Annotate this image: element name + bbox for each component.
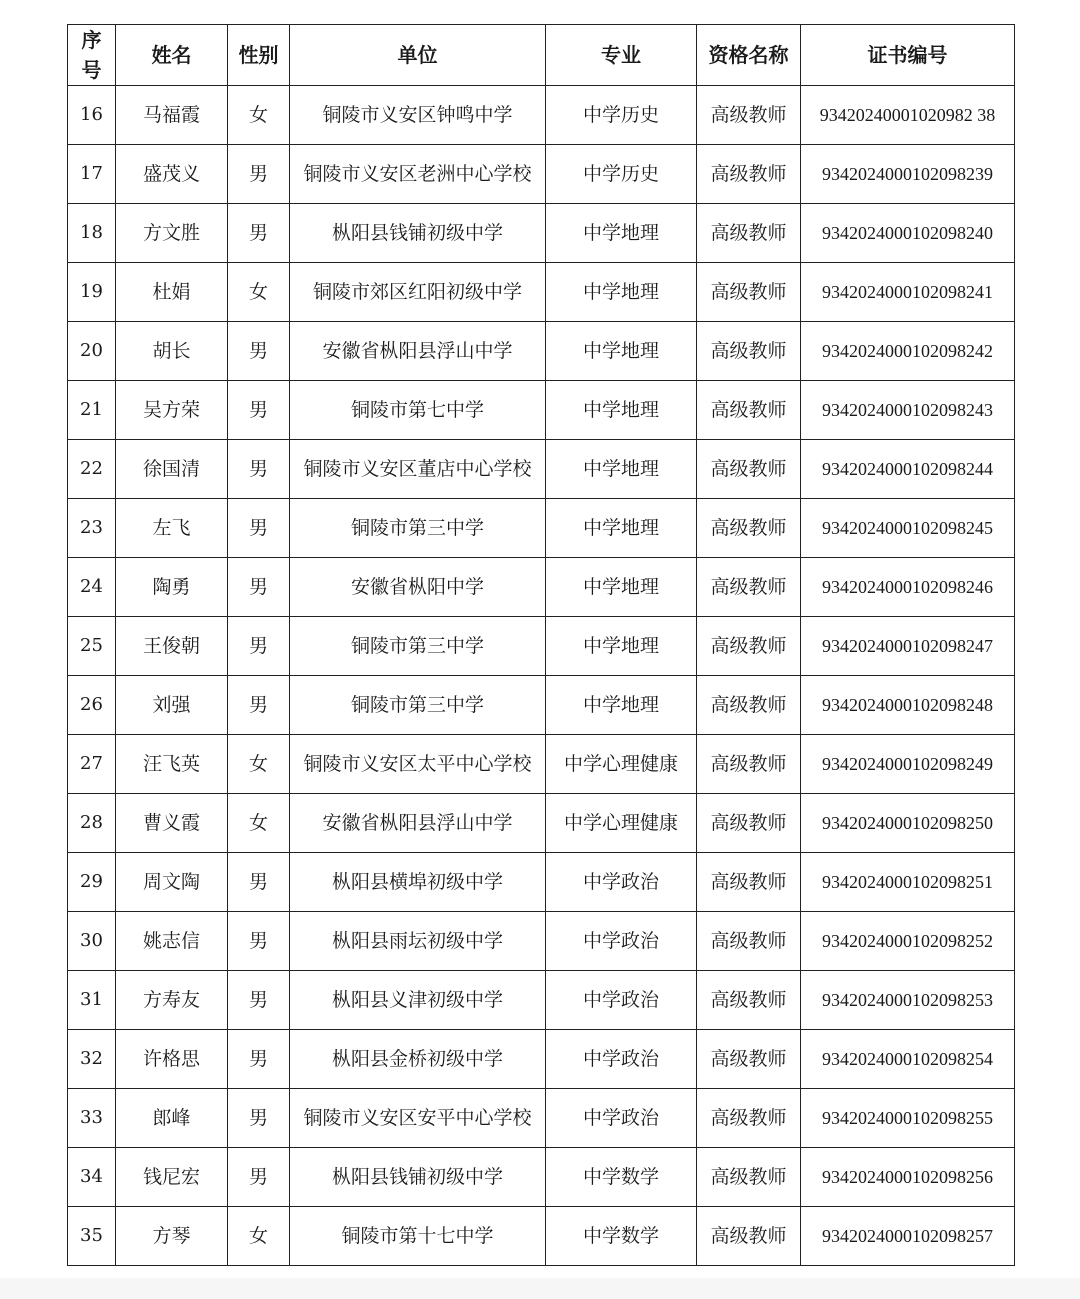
cell-major: 中学心理健康 xyxy=(546,735,697,794)
header-certificate-number: 证书编号 xyxy=(801,25,1015,86)
cell-unit: 铜陵市义安区安平中心学校 xyxy=(290,1089,546,1148)
cell-seq: 23 xyxy=(68,499,116,558)
cell-major: 中学历史 xyxy=(546,86,697,145)
certificate-table xyxy=(67,24,1015,1266)
cell-seq: 34 xyxy=(68,1148,116,1207)
cell-gender: 男 xyxy=(228,499,290,558)
cell-certificate-number: 9342024000102098250 xyxy=(801,794,1015,853)
cell-unit: 铜陵市义安区董店中心学校 xyxy=(290,440,546,499)
cell-seq: 32 xyxy=(68,1030,116,1089)
cell-name: 胡长 xyxy=(116,322,228,381)
table-row xyxy=(68,1089,1015,1148)
cell-unit: 铜陵市第三中学 xyxy=(290,499,546,558)
header-gender: 性别 xyxy=(228,25,290,86)
cell-gender: 男 xyxy=(228,853,290,912)
table-row xyxy=(68,1148,1015,1207)
cell-gender: 男 xyxy=(228,558,290,617)
table-header-row xyxy=(68,25,1015,86)
cell-seq: 18 xyxy=(68,204,116,263)
cell-certificate-number: 9342024000102098254 xyxy=(801,1030,1015,1089)
cell-certificate-number: 9342024000102098252 xyxy=(801,912,1015,971)
cell-gender: 男 xyxy=(228,617,290,676)
cell-gender: 女 xyxy=(228,735,290,794)
cell-name: 杜娟 xyxy=(116,263,228,322)
cell-certificate-number: 9342024000102098244 xyxy=(801,440,1015,499)
table-row xyxy=(68,86,1015,145)
cell-name: 方琴 xyxy=(116,1207,228,1266)
table-row xyxy=(68,912,1015,971)
table-body xyxy=(68,86,1015,1266)
table-row xyxy=(68,735,1015,794)
cell-certificate-number: 9342024000102098241 xyxy=(801,263,1015,322)
cell-qualification: 高级教师 xyxy=(697,322,801,381)
cell-qualification: 高级教师 xyxy=(697,1148,801,1207)
cell-name: 徐国清 xyxy=(116,440,228,499)
cell-seq: 22 xyxy=(68,440,116,499)
header-major: 专业 xyxy=(546,25,697,86)
cell-name: 马福霞 xyxy=(116,86,228,145)
cell-name: 吴方荣 xyxy=(116,381,228,440)
cell-seq: 25 xyxy=(68,617,116,676)
cell-name: 姚志信 xyxy=(116,912,228,971)
cell-seq: 17 xyxy=(68,145,116,204)
cell-gender: 女 xyxy=(228,794,290,853)
cell-major: 中学历史 xyxy=(546,145,697,204)
cell-qualification: 高级教师 xyxy=(697,1089,801,1148)
header-unit: 单位 xyxy=(290,25,546,86)
cell-name: 郎峰 xyxy=(116,1089,228,1148)
cell-unit: 铜陵市第三中学 xyxy=(290,617,546,676)
cell-unit: 铜陵市义安区钟鸣中学 xyxy=(290,86,546,145)
cell-certificate-number: 9342024000102098243 xyxy=(801,381,1015,440)
cell-major: 中学数学 xyxy=(546,1207,697,1266)
cell-seq: 31 xyxy=(68,971,116,1030)
cell-major: 中学政治 xyxy=(546,1089,697,1148)
table-row xyxy=(68,558,1015,617)
cell-certificate-number: 9342024000102098255 xyxy=(801,1089,1015,1148)
cell-major: 中学地理 xyxy=(546,558,697,617)
cell-certificate-number: 9342024000102098239 xyxy=(801,145,1015,204)
cell-seq: 20 xyxy=(68,322,116,381)
cell-seq: 33 xyxy=(68,1089,116,1148)
table-row xyxy=(68,499,1015,558)
cell-seq: 29 xyxy=(68,853,116,912)
cell-qualification: 高级教师 xyxy=(697,617,801,676)
cell-qualification: 高级教师 xyxy=(697,440,801,499)
cell-qualification: 高级教师 xyxy=(697,853,801,912)
table-row xyxy=(68,617,1015,676)
cell-gender: 男 xyxy=(228,440,290,499)
cell-unit: 铜陵市第十七中学 xyxy=(290,1207,546,1266)
cell-name: 钱尼宏 xyxy=(116,1148,228,1207)
cell-unit: 枞阳县钱铺初级中学 xyxy=(290,204,546,263)
cell-unit: 枞阳县钱铺初级中学 xyxy=(290,1148,546,1207)
cell-unit: 枞阳县义津初级中学 xyxy=(290,971,546,1030)
cell-gender: 女 xyxy=(228,263,290,322)
cell-qualification: 高级教师 xyxy=(697,263,801,322)
cell-unit: 枞阳县横埠初级中学 xyxy=(290,853,546,912)
cell-name: 左飞 xyxy=(116,499,228,558)
cell-major: 中学数学 xyxy=(546,1148,697,1207)
cell-unit: 安徽省枞阳中学 xyxy=(290,558,546,617)
cell-major: 中学地理 xyxy=(546,381,697,440)
cell-major: 中学政治 xyxy=(546,912,697,971)
cell-major: 中学地理 xyxy=(546,322,697,381)
cell-unit: 安徽省枞阳县浮山中学 xyxy=(290,322,546,381)
cell-name: 周文陶 xyxy=(116,853,228,912)
cell-major: 中学政治 xyxy=(546,853,697,912)
cell-unit: 枞阳县金桥初级中学 xyxy=(290,1030,546,1089)
cell-unit: 铜陵市义安区老洲中心学校 xyxy=(290,145,546,204)
cell-unit: 铜陵市第七中学 xyxy=(290,381,546,440)
cell-gender: 男 xyxy=(228,971,290,1030)
table-row xyxy=(68,204,1015,263)
table-row xyxy=(68,971,1015,1030)
cell-gender: 男 xyxy=(228,1030,290,1089)
table-row xyxy=(68,676,1015,735)
cell-name: 陶勇 xyxy=(116,558,228,617)
cell-major: 中学心理健康 xyxy=(546,794,697,853)
cell-seq: 21 xyxy=(68,381,116,440)
cell-gender: 男 xyxy=(228,676,290,735)
cell-certificate-number: 9342024000102098257 xyxy=(801,1207,1015,1266)
cell-qualification: 高级教师 xyxy=(697,558,801,617)
cell-name: 方文胜 xyxy=(116,204,228,263)
cell-major: 中学地理 xyxy=(546,440,697,499)
cell-qualification: 高级教师 xyxy=(697,145,801,204)
cell-seq: 24 xyxy=(68,558,116,617)
cell-seq: 19 xyxy=(68,263,116,322)
cell-gender: 女 xyxy=(228,86,290,145)
certificate-table-container xyxy=(67,24,1015,1266)
cell-certificate-number: 9342024000102098256 xyxy=(801,1148,1015,1207)
cell-qualification: 高级教师 xyxy=(697,971,801,1030)
cell-gender: 男 xyxy=(228,204,290,263)
cell-name: 曹义霞 xyxy=(116,794,228,853)
cell-name: 许格思 xyxy=(116,1030,228,1089)
cell-name: 方寿友 xyxy=(116,971,228,1030)
cell-unit: 枞阳县雨坛初级中学 xyxy=(290,912,546,971)
cell-qualification: 高级教师 xyxy=(697,499,801,558)
cell-qualification: 高级教师 xyxy=(697,735,801,794)
cell-major: 中学政治 xyxy=(546,1030,697,1089)
cell-major: 中学地理 xyxy=(546,676,697,735)
table-row xyxy=(68,263,1015,322)
cell-gender: 男 xyxy=(228,1089,290,1148)
table-row xyxy=(68,1030,1015,1089)
cell-major: 中学地理 xyxy=(546,499,697,558)
cell-certificate-number: 9342024000102098248 xyxy=(801,676,1015,735)
cell-certificate-number: 9342024000102098242 xyxy=(801,322,1015,381)
cell-seq: 26 xyxy=(68,676,116,735)
cell-qualification: 高级教师 xyxy=(697,912,801,971)
cell-major: 中学地理 xyxy=(546,204,697,263)
cell-name: 刘强 xyxy=(116,676,228,735)
cell-seq: 16 xyxy=(68,86,116,145)
cell-gender: 男 xyxy=(228,912,290,971)
table-row xyxy=(68,440,1015,499)
cell-name: 王俊朝 xyxy=(116,617,228,676)
cell-qualification: 高级教师 xyxy=(697,1030,801,1089)
table-row xyxy=(68,145,1015,204)
header-name: 姓名 xyxy=(116,25,228,86)
cell-name: 盛茂义 xyxy=(116,145,228,204)
header-seq: 序号 xyxy=(68,25,116,86)
cell-unit: 铜陵市郊区红阳初级中学 xyxy=(290,263,546,322)
table-row xyxy=(68,794,1015,853)
cell-certificate-number: 9342024000102098251 xyxy=(801,853,1015,912)
table-row xyxy=(68,853,1015,912)
cell-certificate-number: 9342024000102098249 xyxy=(801,735,1015,794)
table-row xyxy=(68,322,1015,381)
cell-seq: 28 xyxy=(68,794,116,853)
cell-certificate-number: 93420240001020982 38 xyxy=(801,86,1015,145)
cell-qualification: 高级教师 xyxy=(697,794,801,853)
cell-gender: 女 xyxy=(228,1207,290,1266)
table-row xyxy=(68,381,1015,440)
cell-seq: 27 xyxy=(68,735,116,794)
cell-qualification: 高级教师 xyxy=(697,381,801,440)
cell-unit: 铜陵市第三中学 xyxy=(290,676,546,735)
cell-gender: 男 xyxy=(228,381,290,440)
page-bottom-edge xyxy=(0,1278,1080,1299)
cell-qualification: 高级教师 xyxy=(697,1207,801,1266)
cell-name: 汪飞英 xyxy=(116,735,228,794)
cell-major: 中学地理 xyxy=(546,617,697,676)
cell-qualification: 高级教师 xyxy=(697,86,801,145)
cell-certificate-number: 9342024000102098247 xyxy=(801,617,1015,676)
cell-seq: 30 xyxy=(68,912,116,971)
cell-certificate-number: 9342024000102098245 xyxy=(801,499,1015,558)
cell-gender: 男 xyxy=(228,1148,290,1207)
cell-unit: 铜陵市义安区太平中心学校 xyxy=(290,735,546,794)
table-row xyxy=(68,1207,1015,1266)
cell-major: 中学政治 xyxy=(546,971,697,1030)
cell-unit: 安徽省枞阳县浮山中学 xyxy=(290,794,546,853)
cell-certificate-number: 9342024000102098240 xyxy=(801,204,1015,263)
cell-certificate-number: 9342024000102098253 xyxy=(801,971,1015,1030)
cell-qualification: 高级教师 xyxy=(697,676,801,735)
cell-certificate-number: 9342024000102098246 xyxy=(801,558,1015,617)
cell-gender: 男 xyxy=(228,145,290,204)
header-qualification: 资格名称 xyxy=(697,25,801,86)
cell-major: 中学地理 xyxy=(546,263,697,322)
cell-gender: 男 xyxy=(228,322,290,381)
cell-qualification: 高级教师 xyxy=(697,204,801,263)
cell-seq: 35 xyxy=(68,1207,116,1266)
